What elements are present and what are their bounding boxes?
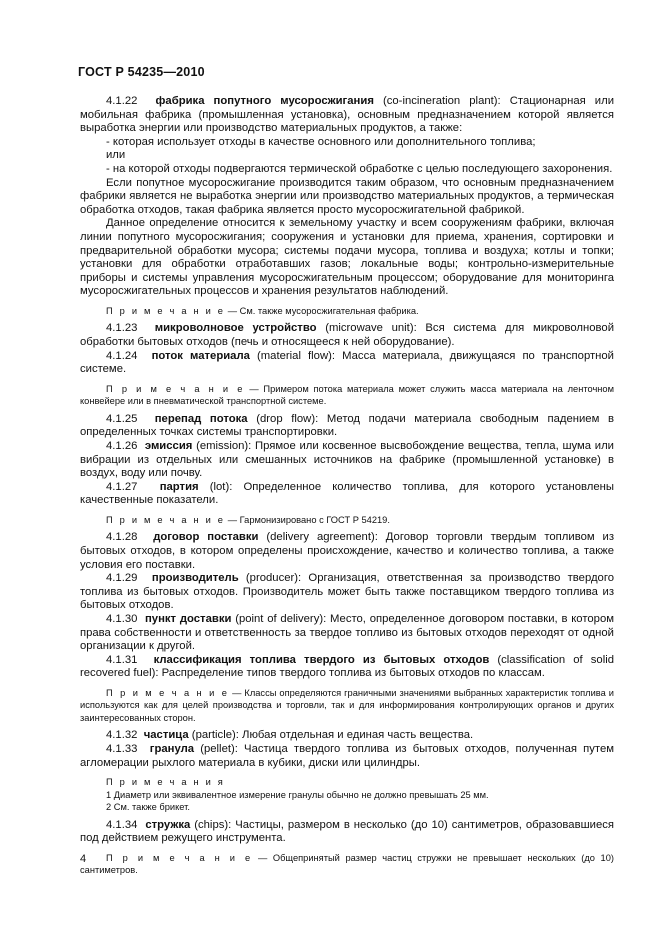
note-label: П р и м е ч а н и е xyxy=(106,305,226,316)
note xyxy=(80,305,614,318)
entry-number: 4.1.31 xyxy=(106,653,138,666)
term-entry xyxy=(80,572,614,613)
note-text: — См. также мусоросжигательная фабрика. xyxy=(225,305,419,316)
entry-number: 4.1.25 xyxy=(106,412,138,425)
list-connector: или xyxy=(106,149,126,162)
paragraph: Если попутное мусоросжигание производится таким образом, что основным предназначением фабрики является не выработка энергии или производство материальных продуктов, а термическая обработка отходов, такая фабрика является просто мусоросжигательной фабрикой. xyxy=(80,176,614,216)
entry-number: 4.1.23 xyxy=(106,322,138,335)
term-entry xyxy=(80,654,614,681)
note-text: — Гармонизировано с ГОСТ Р 54219. xyxy=(225,514,390,525)
entry-term: микроволновое устройство xyxy=(154,322,317,335)
entry-number: 4.1.22 xyxy=(106,95,138,107)
term-entry xyxy=(80,350,614,377)
note xyxy=(80,383,614,408)
entry-definition: (drop flow): Метод подачи материала свободным падением в определенных точках системы транспортировки. xyxy=(80,412,614,439)
entry-number: 4.1.24 xyxy=(106,349,138,362)
note-label: П р и м е ч а н и е xyxy=(106,687,230,698)
entry-term: частица xyxy=(143,729,189,742)
entry-definition: (lot): Определенное количество топлива, для которого установлены качественные показатели. xyxy=(80,480,614,507)
entry-term: эмиссия xyxy=(144,439,193,452)
term-entry xyxy=(80,322,614,349)
entry-definition: (classification of solid recovered fuel): Распределение типов твердого топлива из бытовых отходов по классам. xyxy=(80,653,614,680)
entry-term: производитель xyxy=(151,572,239,585)
term-entry xyxy=(80,95,614,136)
entry-definition: (point of delivery): Место, определенное договором поставки, в котором права собственности и ответственность за твердое топливо из бытовых отходов переходят от одной организации к другой. xyxy=(80,613,614,653)
term-entry xyxy=(80,729,614,743)
note-text: — Общепринятый размер частиц стружки не превышает нескольких (до 10) сантиметров. xyxy=(80,852,614,876)
note-label: П р и м е ч а н и е xyxy=(106,514,226,525)
entry-term: договор поставки xyxy=(153,531,259,544)
entry-term: пункт доставки xyxy=(144,613,232,625)
entry-number: 4.1.29 xyxy=(106,572,138,585)
entry-number: 4.1.26 xyxy=(106,439,138,452)
term-entry xyxy=(80,613,614,654)
entry-term: гранула xyxy=(149,743,195,756)
entry-term: партия xyxy=(159,480,199,493)
entry-number: 4.1.33 xyxy=(106,743,138,756)
note xyxy=(80,514,614,527)
note-label: П р и м е ч а н и е xyxy=(106,383,245,394)
term-entry xyxy=(80,413,614,440)
entry-definition: (delivery agreement): Договор торговли твердым топливом из бытовых отходов, в котором определены происхождение, качество и количество топлива, а также условия его поставки. xyxy=(80,531,615,571)
page-number: 4 xyxy=(80,853,87,865)
term-entry xyxy=(80,481,614,508)
entry-term: перепад потока xyxy=(154,412,248,425)
list-item: - на которой отходы подвергаются термической обработке с целью последующего захоронения. xyxy=(106,162,613,175)
note xyxy=(80,852,614,877)
note-item: 2 См. также брикет. xyxy=(106,802,190,813)
entry-definition: (co-incineration plant): Стационарная или мобильная фабрика (промышленная установка), основным предназначением которой является выработка энергии или производство материальных продуктов, а также: xyxy=(80,95,615,135)
entry-definition: (producer): Организация, ответственная за производство твердого топлива из бытовых отходов. Производитель может быть также поставщиком твердого топлива из бытовых отходов. xyxy=(80,572,614,612)
notes-label: П р и м е ч а н и я xyxy=(106,777,226,788)
term-entry xyxy=(80,819,614,846)
document-body xyxy=(80,95,614,882)
document-header: ГОСТ Р 54235—2010 xyxy=(78,65,205,79)
term-entry xyxy=(80,440,614,481)
paragraph: Данное определение относится к земельному участку и всем сооружениям фабрики, включая линии попутного мусоросжигания; сооружения и установки для приема, хранения, сортировки и предварительной обработки мусора; системы подачи мусора, топлива и воздуха; котлы и топки; установки для обработки отработавших газов; локальные воды; контрольно-измерительные приборы и системы управления мусоросжигательным процессом; оборудование для мониторинга мусоросжигательных процессов и хранения результатов наблюдений. xyxy=(80,217,614,298)
note-label: П р и м е ч а н и е xyxy=(106,852,253,863)
entry-term: фабрика попутного мусоросжигания xyxy=(155,95,374,107)
entry-number: 4.1.32 xyxy=(106,729,138,742)
note xyxy=(80,687,614,725)
entry-definition: (emission): Прямое или косвенное высвобождение вещества, тепла, шума или вибрации из отдельных или смешанных источников на фабрике (промышленной установке) в воздух, воду или почву. xyxy=(80,439,614,480)
entry-number: 4.1.34 xyxy=(106,818,138,831)
entry-number: 4.1.30 xyxy=(106,613,138,625)
entry-definition: (pellet): Частица твердого топлива из бытовых отходов, полученная путем агломерации рыхлого материала в кубики, диски или цилиндры. xyxy=(80,743,615,769)
term-entry xyxy=(80,531,614,572)
note-item: 1 Диаметр или эквивалентное измерение гранулы обычно не должно превышать 25 мм. xyxy=(106,789,489,800)
entry-term: поток материала xyxy=(151,349,250,362)
entry-number: 4.1.28 xyxy=(106,531,138,544)
entry-definition: (material flow): Масса материала, движущаяся по транспортной системе. xyxy=(80,349,614,376)
entry-definition: (microwave unit): Вся система для микроволновой обработки бытовых отходов (печь и относящееся к ней оборудование). xyxy=(80,322,615,348)
entry-number: 4.1.27 xyxy=(106,480,138,493)
entry-term: классификация топлива твердого из бытовых отходов xyxy=(153,653,490,666)
entry-definition: (chips): Частицы, размером в несколько (до 10) сантиметров, образовавшиеся под действием режущего инструмента. xyxy=(80,818,614,845)
note-text: — Классы определяются граничными значениями выбранных характеристик топлива и используются как для целей производства и торговли, так и для информирования контролирующих органов и других заинтересованных сторон. xyxy=(80,687,615,723)
entry-definition: (particle): Любая отдельная и единая часть вещества. xyxy=(188,729,474,742)
list-item: - которая использует отходы в качестве основного или дополнительного топлива; xyxy=(106,135,536,148)
note-text: — Примером потока материала может служить масса материала на ленточном конвейере или в пневматической транспортной системе. xyxy=(80,383,614,407)
term-entry xyxy=(80,743,614,770)
entry-term: стружка xyxy=(145,818,191,831)
